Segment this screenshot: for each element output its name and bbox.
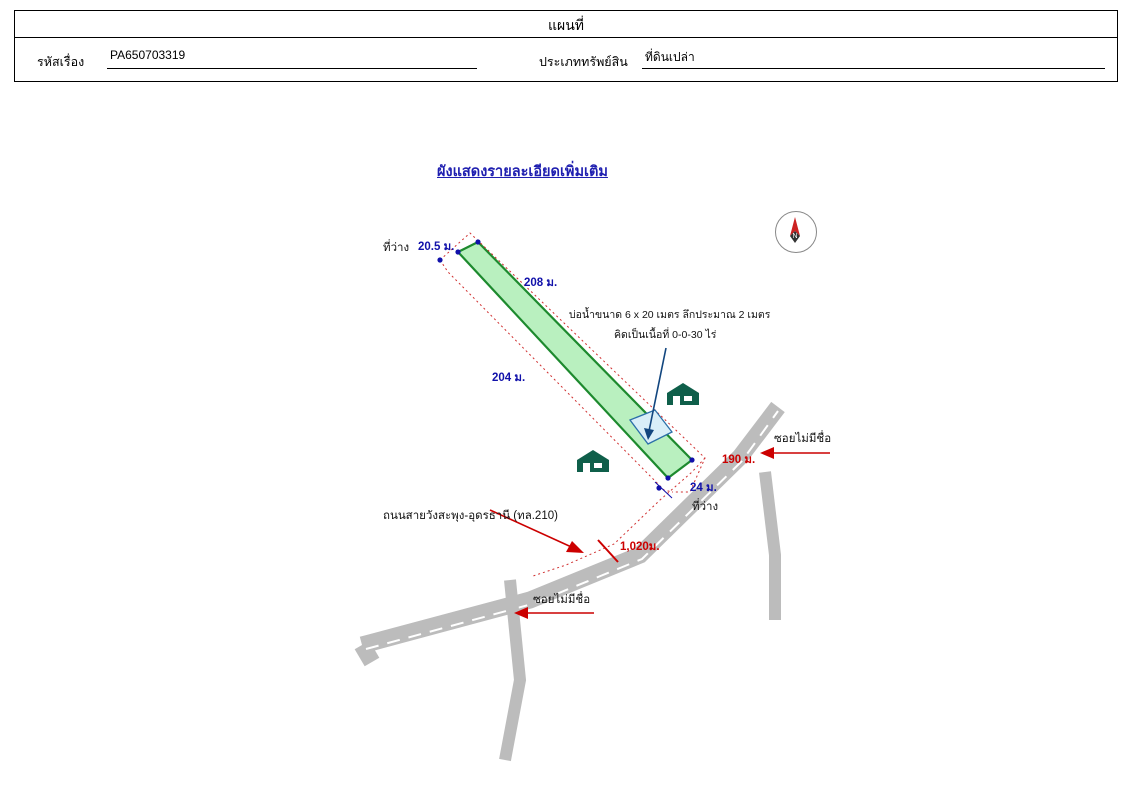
svg-text:N: N — [792, 233, 798, 240]
label-vacant-bottom-right: ที่ว่าง — [692, 501, 719, 513]
pond-note-line2: คิดเป็นเนื้อที่ 0-0-30 ไร่ — [614, 329, 717, 341]
dim-left: 204 ม. — [492, 372, 526, 384]
case-info-row — [14, 38, 1118, 82]
soi-bottom-road — [505, 580, 520, 760]
label-soi-bottom: ซอยไม่มีชื่อ — [533, 594, 591, 606]
corner-dot-nw — [455, 249, 460, 254]
north-arrow-icon — [776, 212, 814, 250]
asset-type-value: ที่ดินเปล่า — [645, 50, 695, 64]
parcel-boundary-dotted-lower — [440, 260, 672, 492]
map-title: ผังแสดงรายละเอียดเพิ่มเติม — [437, 164, 608, 180]
dim-road-length: 1,020ม. — [620, 541, 660, 553]
soi-right-arrow-head — [760, 447, 774, 459]
case-id-rule — [107, 68, 477, 69]
corner-dot-se — [665, 475, 670, 480]
page-title: แผนที่ — [14, 10, 1118, 38]
pond-note-line1: บ่อน้ำขนาด 6 x 20 เมตร ลึกประมาณ 2 เมตร — [569, 309, 771, 321]
soi-right-road — [765, 472, 775, 620]
road-label-arrow-head — [566, 541, 584, 553]
dim-top: 20.5 ม. — [418, 241, 455, 253]
dim-upper-right: 208 ม. — [524, 277, 558, 289]
corner-dot-w — [437, 257, 442, 262]
map-canvas — [0, 100, 1132, 800]
case-id-label: รหัสเรื่อง — [37, 55, 85, 69]
case-id-value: PA650703319 — [110, 48, 186, 62]
land-parcel — [458, 242, 692, 478]
label-soi-right: ซอยไม่มีชื่อ — [774, 433, 832, 445]
label-main-road: ถนนสายวังสะพุง-อุดรธานี (ทล.210) — [383, 510, 558, 522]
compass-rose — [775, 211, 817, 253]
house-icon — [667, 383, 699, 405]
map-drawing — [0, 100, 1132, 800]
label-vacant-top: ที่ว่าง — [383, 242, 410, 254]
asset-type-rule — [642, 68, 1105, 69]
road-distance-tick — [598, 540, 618, 562]
asset-type-label: ประเภททรัพย์สิน — [539, 55, 628, 69]
house-icon — [577, 450, 609, 472]
corner-dot-e — [689, 457, 694, 462]
dim-bottom-right: 24 ม. — [690, 482, 717, 494]
main-highway-road — [362, 407, 778, 645]
document-header — [14, 10, 1118, 82]
corner-dot-n — [475, 239, 480, 244]
dim-right: 190 ม. — [722, 454, 756, 466]
